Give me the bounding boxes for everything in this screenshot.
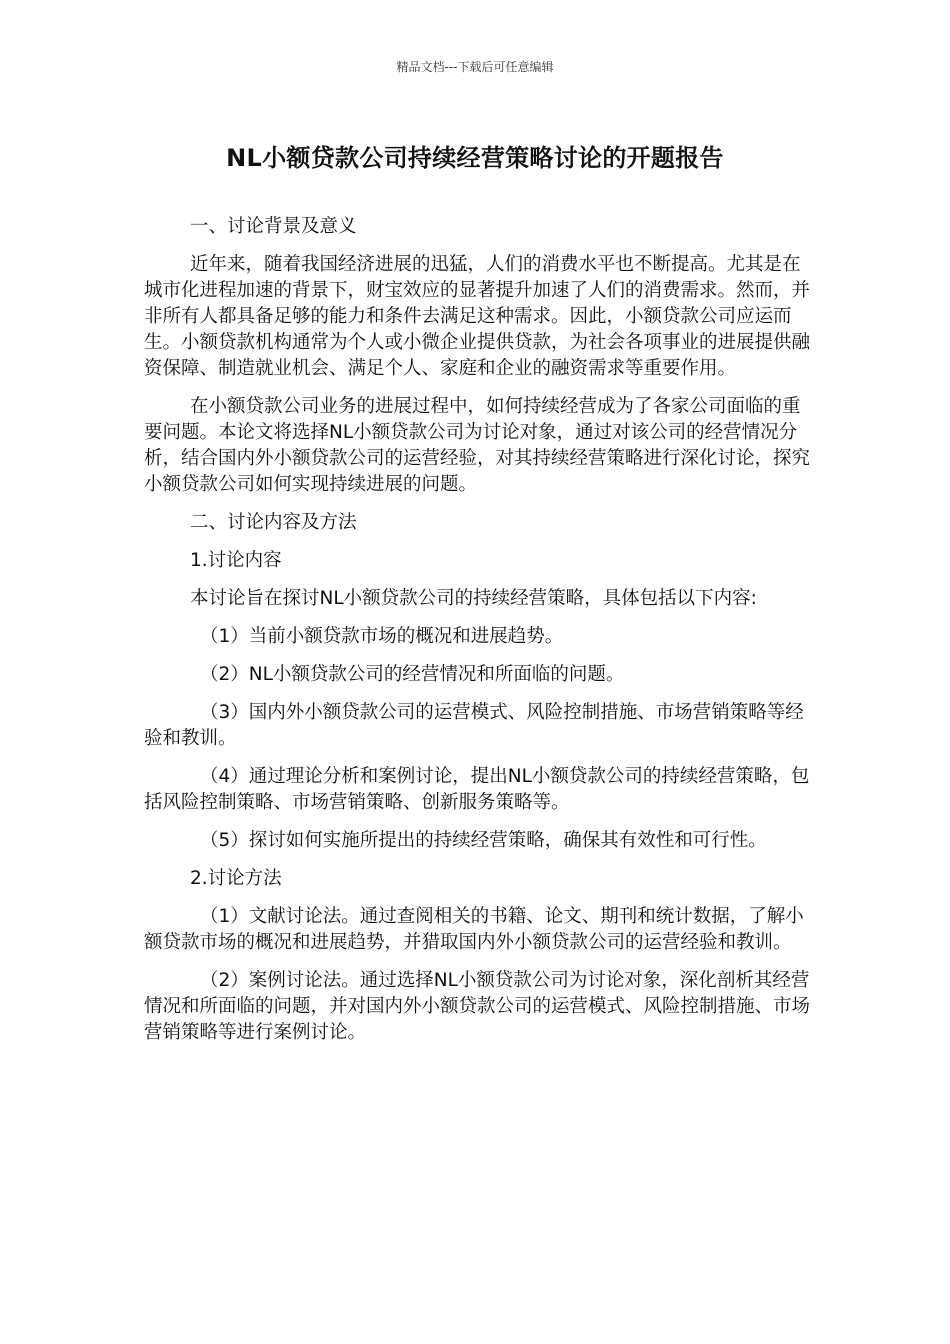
paragraph-research-target: 在小额贷款公司业务的进展过程中，如何持续经营成为了各家公司面临的重要问题。本论文将选择NL小额贷款公司为讨论对象，通过对该公司的经营情况分析，结合国内外小额贷款公司的运营经验，对其持续经营策略进行深化讨论，探究小额贷款公司如何实现持续进展的问题。	[144, 396, 811, 495]
subsection-heading-methods: 2.讨论方法	[190, 868, 282, 889]
list-item: （1）文献讨论法。通过查阅相关的书籍、论文、期刊和统计数据，了解小额贷款市场的概况和进展趋势，并猎取国内外小额贷款公司的运营经验和教训。	[144, 906, 804, 953]
section-heading-background: 一、讨论背景及意义	[190, 216, 357, 237]
subsection-heading-content: 1.讨论内容	[190, 550, 282, 571]
list-item: （2）案例讨论法。通过选择NL小额贷款公司为讨论对象，深化剖析其经营情况和所面临的问题，并对国内外小额贷款公司的运营模式、风险控制措施、市场营销策略等进行案例讨论。	[144, 970, 811, 1043]
list-item: （2）NL小额贷款公司的经营情况和所面临的问题。	[200, 664, 625, 685]
page-header-note: 精品文档---下载后可任意编辑	[396, 60, 554, 74]
list-item: （1）当前小额贷款市场的概况和进展趋势。	[200, 626, 564, 647]
list-item: （4）通过理论分析和案例讨论，提出NL小额贷款公司的持续经营策略，包括风险控制策略、市场营销策略、创新服务策略等。	[144, 766, 810, 813]
section-heading-content-methods: 二、讨论内容及方法	[190, 512, 357, 533]
list-item: （5）探讨如何实施所提出的持续经营策略，确保其有效性和可行性。	[200, 830, 767, 851]
paragraph-content-intro: 本讨论旨在探讨NL小额贷款公司的持续经营策略，具体包括以下内容:	[190, 588, 757, 609]
document-title: NL小额贷款公司持续经营策略讨论的开题报告	[226, 144, 724, 172]
document-body	[144, 214, 818, 1058]
list-item: （3）国内外小额贷款公司的运营模式、风险控制措施、市场营销策略等经验和教训。	[144, 702, 804, 749]
paragraph-background: 近年来，随着我国经济进展的迅猛，人们的消费水平也不断提高。尤其是在城市化进程加速的背景下，财宝效应的显著提升加速了人们的消费需求。然而，并非所有人都具备足够的能力和条件去满足这种需求。因此，小额贷款公司应运而生。小额贷款机构通常为个人或小微企业提供贷款，为社会各项事业的进展提供融资保障、制造就业机会、满足个人、家庭和企业的融资需求等重要作用。	[144, 254, 811, 379]
